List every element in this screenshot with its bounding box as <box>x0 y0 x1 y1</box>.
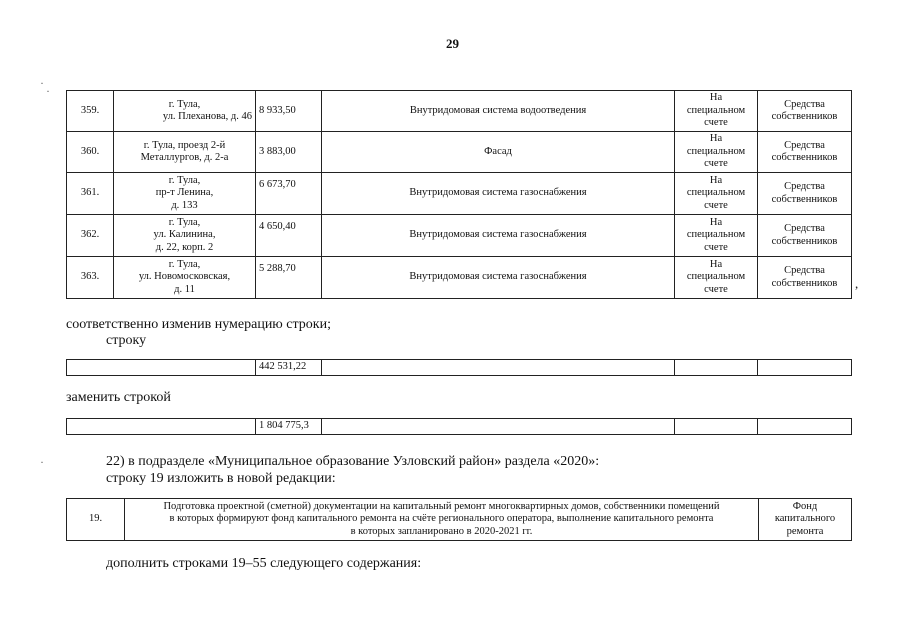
empty-cell <box>675 419 758 435</box>
account-line: счете <box>704 241 728 253</box>
system-cell: Фасад <box>322 132 675 173</box>
old-total-table <box>66 359 852 376</box>
address-line: д. 22, корп. 2 <box>155 241 214 253</box>
row-number: 361. <box>67 173 114 215</box>
amount-cell: 1 804 775,3 <box>256 419 322 435</box>
fund-cell <box>759 499 852 541</box>
margin-mark: · <box>40 76 44 90</box>
paragraph-add-rows: дополнить строками 19–55 следующего содержания: <box>106 556 422 571</box>
description-line: в которых запланировано в 2020-2021 гг. <box>350 525 533 537</box>
row-19-table <box>66 498 852 541</box>
page-number: 29 <box>446 36 459 51</box>
amount-cell: 6 673,70 <box>256 173 322 215</box>
source-cell <box>758 132 852 173</box>
source-cell <box>758 91 852 132</box>
account-line: счете <box>704 158 728 170</box>
amount-cell: 3 883,00 <box>256 132 322 173</box>
description-line: в которых формируют фонд капитального ремонта на счёте регионального оператора, выполнение капитального ремонта <box>169 513 714 525</box>
amount-cell: 8 933,50 <box>256 91 322 132</box>
description-cell <box>125 499 759 541</box>
address-cell <box>114 257 256 299</box>
source-line: собственников <box>771 193 838 205</box>
fund-line: капитального <box>774 513 836 525</box>
account-line: специальном <box>686 145 746 157</box>
source-line: собственников <box>771 277 838 289</box>
table-row <box>67 419 852 435</box>
address-line: г. Тула, <box>168 258 201 270</box>
source-cell <box>758 215 852 257</box>
new-total-table <box>66 418 852 435</box>
table-row <box>67 173 852 215</box>
account-cell <box>675 173 758 215</box>
margin-mark: · <box>46 84 50 98</box>
empty-cell <box>758 419 852 435</box>
account-line: На <box>709 216 723 228</box>
address-line: ул. Новомосковская, <box>138 271 231 283</box>
table-row <box>67 132 852 173</box>
address-line: г. Тула, <box>168 174 201 186</box>
address-line: д. 11 <box>174 283 195 295</box>
empty-cell <box>322 419 675 435</box>
row-number: 363. <box>67 257 114 299</box>
system-cell: Внутридомовая система газоснабжения <box>322 173 675 215</box>
source-line: Средства <box>784 265 825 276</box>
empty-cell <box>322 360 675 376</box>
amount-cell: 4 650,40 <box>256 215 322 257</box>
account-line: счете <box>704 199 728 211</box>
account-cell <box>675 132 758 173</box>
row-number: 360. <box>67 132 114 173</box>
account-cell <box>675 257 758 299</box>
system-cell: Внутридомовая система газоснабжения <box>322 257 675 299</box>
address-line: д. 133 <box>171 199 198 211</box>
trailing-comma: , <box>855 276 859 291</box>
address-cell <box>114 91 256 132</box>
description-line: Подготовка проектной (сметной) документации на капитальный ремонт многоквартирных домов, собственники помещений <box>163 500 720 512</box>
table-row <box>67 91 852 132</box>
addresses-table <box>66 90 852 299</box>
amount-cell: 442 531,22 <box>256 360 322 376</box>
row-number: 19. <box>67 499 125 541</box>
address-line: г. Тула, <box>168 216 201 228</box>
address-line: г. Тула, проезд 2-й <box>143 139 226 151</box>
paragraph-row-label: строку <box>106 333 147 348</box>
empty-cell <box>67 419 256 435</box>
fund-line: Фонд <box>792 500 818 512</box>
empty-cell <box>758 360 852 376</box>
source-line: Средства <box>784 181 825 192</box>
account-line: На <box>709 133 723 145</box>
address-cell <box>114 173 256 215</box>
account-line: специальном <box>686 187 746 199</box>
source-line: Средства <box>784 139 825 151</box>
source-line: собственников <box>771 235 838 247</box>
account-line: счете <box>704 117 728 129</box>
address-line: ул. Калинина, <box>153 229 216 241</box>
account-line: На <box>709 258 723 270</box>
paragraph-replace: заменить строкой <box>66 390 171 405</box>
account-line: специальном <box>686 271 746 283</box>
source-line: собственников <box>771 152 838 163</box>
table-row <box>67 499 852 541</box>
account-line: специальном <box>686 104 746 116</box>
margin-mark: · <box>40 455 44 469</box>
system-cell: Внутридомовая система водоотведения <box>322 91 675 132</box>
account-line: На <box>709 92 723 104</box>
account-line: На <box>709 174 723 186</box>
account-cell <box>675 91 758 132</box>
paragraph-new-edition: строку 19 изложить в новой редакции: <box>106 471 336 486</box>
source-line: Средства <box>784 223 825 234</box>
row-number: 362. <box>67 215 114 257</box>
address-cell <box>114 132 256 173</box>
source-cell <box>758 257 852 299</box>
empty-cell <box>67 360 256 376</box>
address-line: Металлургов, д. 2-а <box>140 152 229 163</box>
account-cell <box>675 215 758 257</box>
table-row <box>67 215 852 257</box>
paragraph-renumbering: соответственно изменив нумерацию строки; <box>66 317 331 332</box>
row-number: 359. <box>67 91 114 132</box>
account-line: специальном <box>686 229 746 241</box>
system-cell: Внутридомовая система газоснабжения <box>322 215 675 257</box>
table-row <box>67 360 852 376</box>
source-line: собственников <box>771 111 838 122</box>
address-line: ул. Плеханова, д. 46 <box>162 111 252 122</box>
amount-cell: 5 288,70 <box>256 257 322 299</box>
fund-line: ремонта <box>786 525 824 537</box>
source-line: Средства <box>784 98 825 110</box>
table-row <box>67 257 852 299</box>
address-line: пр-т Ленина, <box>155 187 214 199</box>
account-line: счете <box>704 283 728 295</box>
address-cell <box>114 215 256 257</box>
source-cell <box>758 173 852 215</box>
address-line: г. Тула, <box>168 98 201 110</box>
paragraph-subsection: 22) в подразделе «Муниципальное образование Узловский район» раздела «2020»: <box>106 454 600 469</box>
empty-cell <box>675 360 758 376</box>
